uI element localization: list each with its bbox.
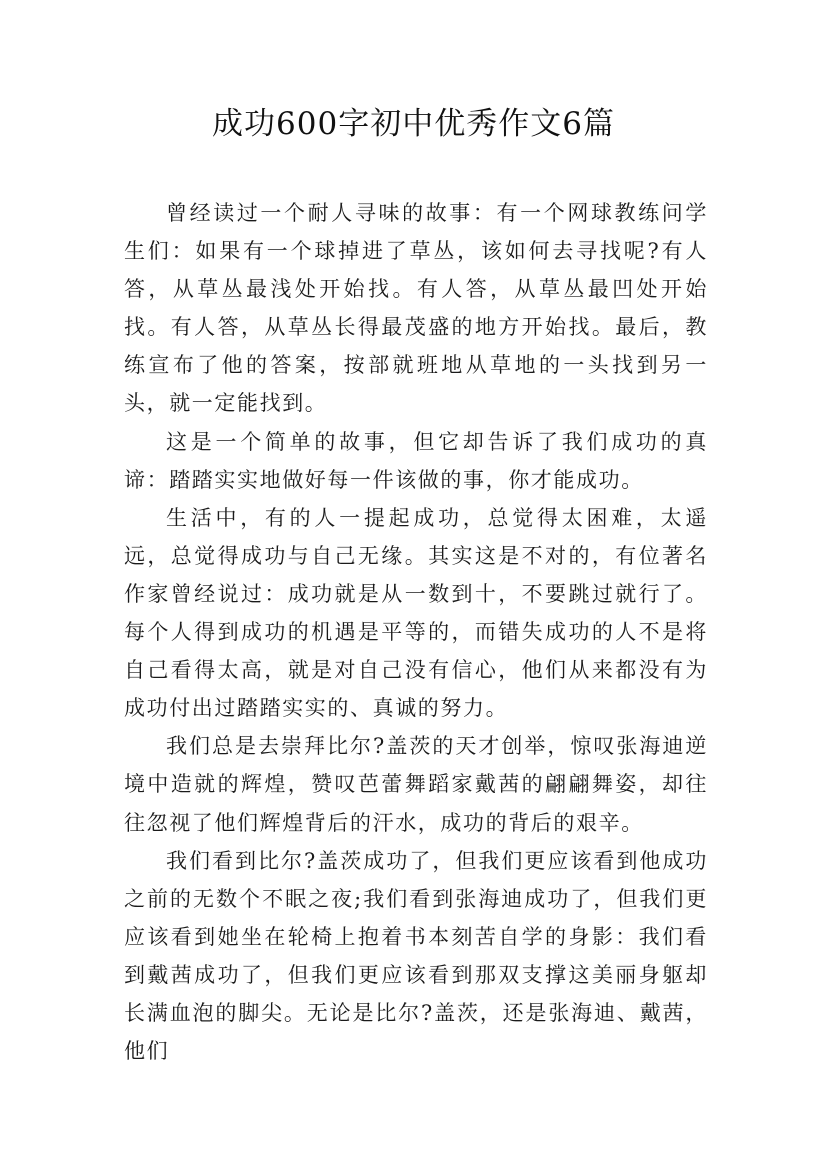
- paragraph-1: 曾经读过一个耐人寻味的故事：有一个网球教练问学生们：如果有一个球掉进了草丛，该如何去寻找呢?有人答，从草丛最浅处开始找。有人答，从草丛最凹处开始找。有人答，从草丛长得最茂盛的地方开始找。最后，教练宣布了他的答案，按部就班地从草地的一头找到另一头，就一定能找到。: [124, 201, 708, 416]
- paragraph-4: 我们总是去崇拜比尔?盖茨的天才创举，惊叹张海迪逆境中造就的辉煌，赞叹芭蕾舞蹈家戴茜的翩翩舞姿，却往往忽视了他们辉煌背后的汗水，成功的背后的艰辛。: [124, 734, 708, 835]
- document-title: 成功600字初中优秀作文6篇: [212, 106, 615, 142]
- document-body: [124, 194, 708, 1070]
- paragraph-5: 我们看到比尔?盖茨成功了，但我们更应该看到他成功之前的无数个不眠之夜;我们看到张海迪成功了，但我们更应该看到她坐在轮椅上抱着书本刻苦自学的身影：我们看到戴茜成功了，但我们更应该看到那双支撑这美丽身躯却长满血泡的脚尖。无论是比尔?盖茨，还是张海迪、戴茜，他们: [124, 848, 708, 1064]
- paragraph-2: 这是一个简单的故事，但它却告诉了我们成功的真谛：踏踏实实地做好每一件该做的事，你才能成功。: [124, 429, 708, 492]
- paragraph-3: 生活中，有的人一提起成功，总觉得太困难，太遥远，总觉得成功与自己无缘。其实这是不对的，有位著名作家曾经说过：成功就是从一数到十，不要跳过就行了。每个人得到成功的机遇是平等的，而错失成功的人不是将自己看得太高，就是对自己没有信心，他们从来都没有为成功付出过踏踏实实的、真诚的努力。: [124, 505, 708, 721]
